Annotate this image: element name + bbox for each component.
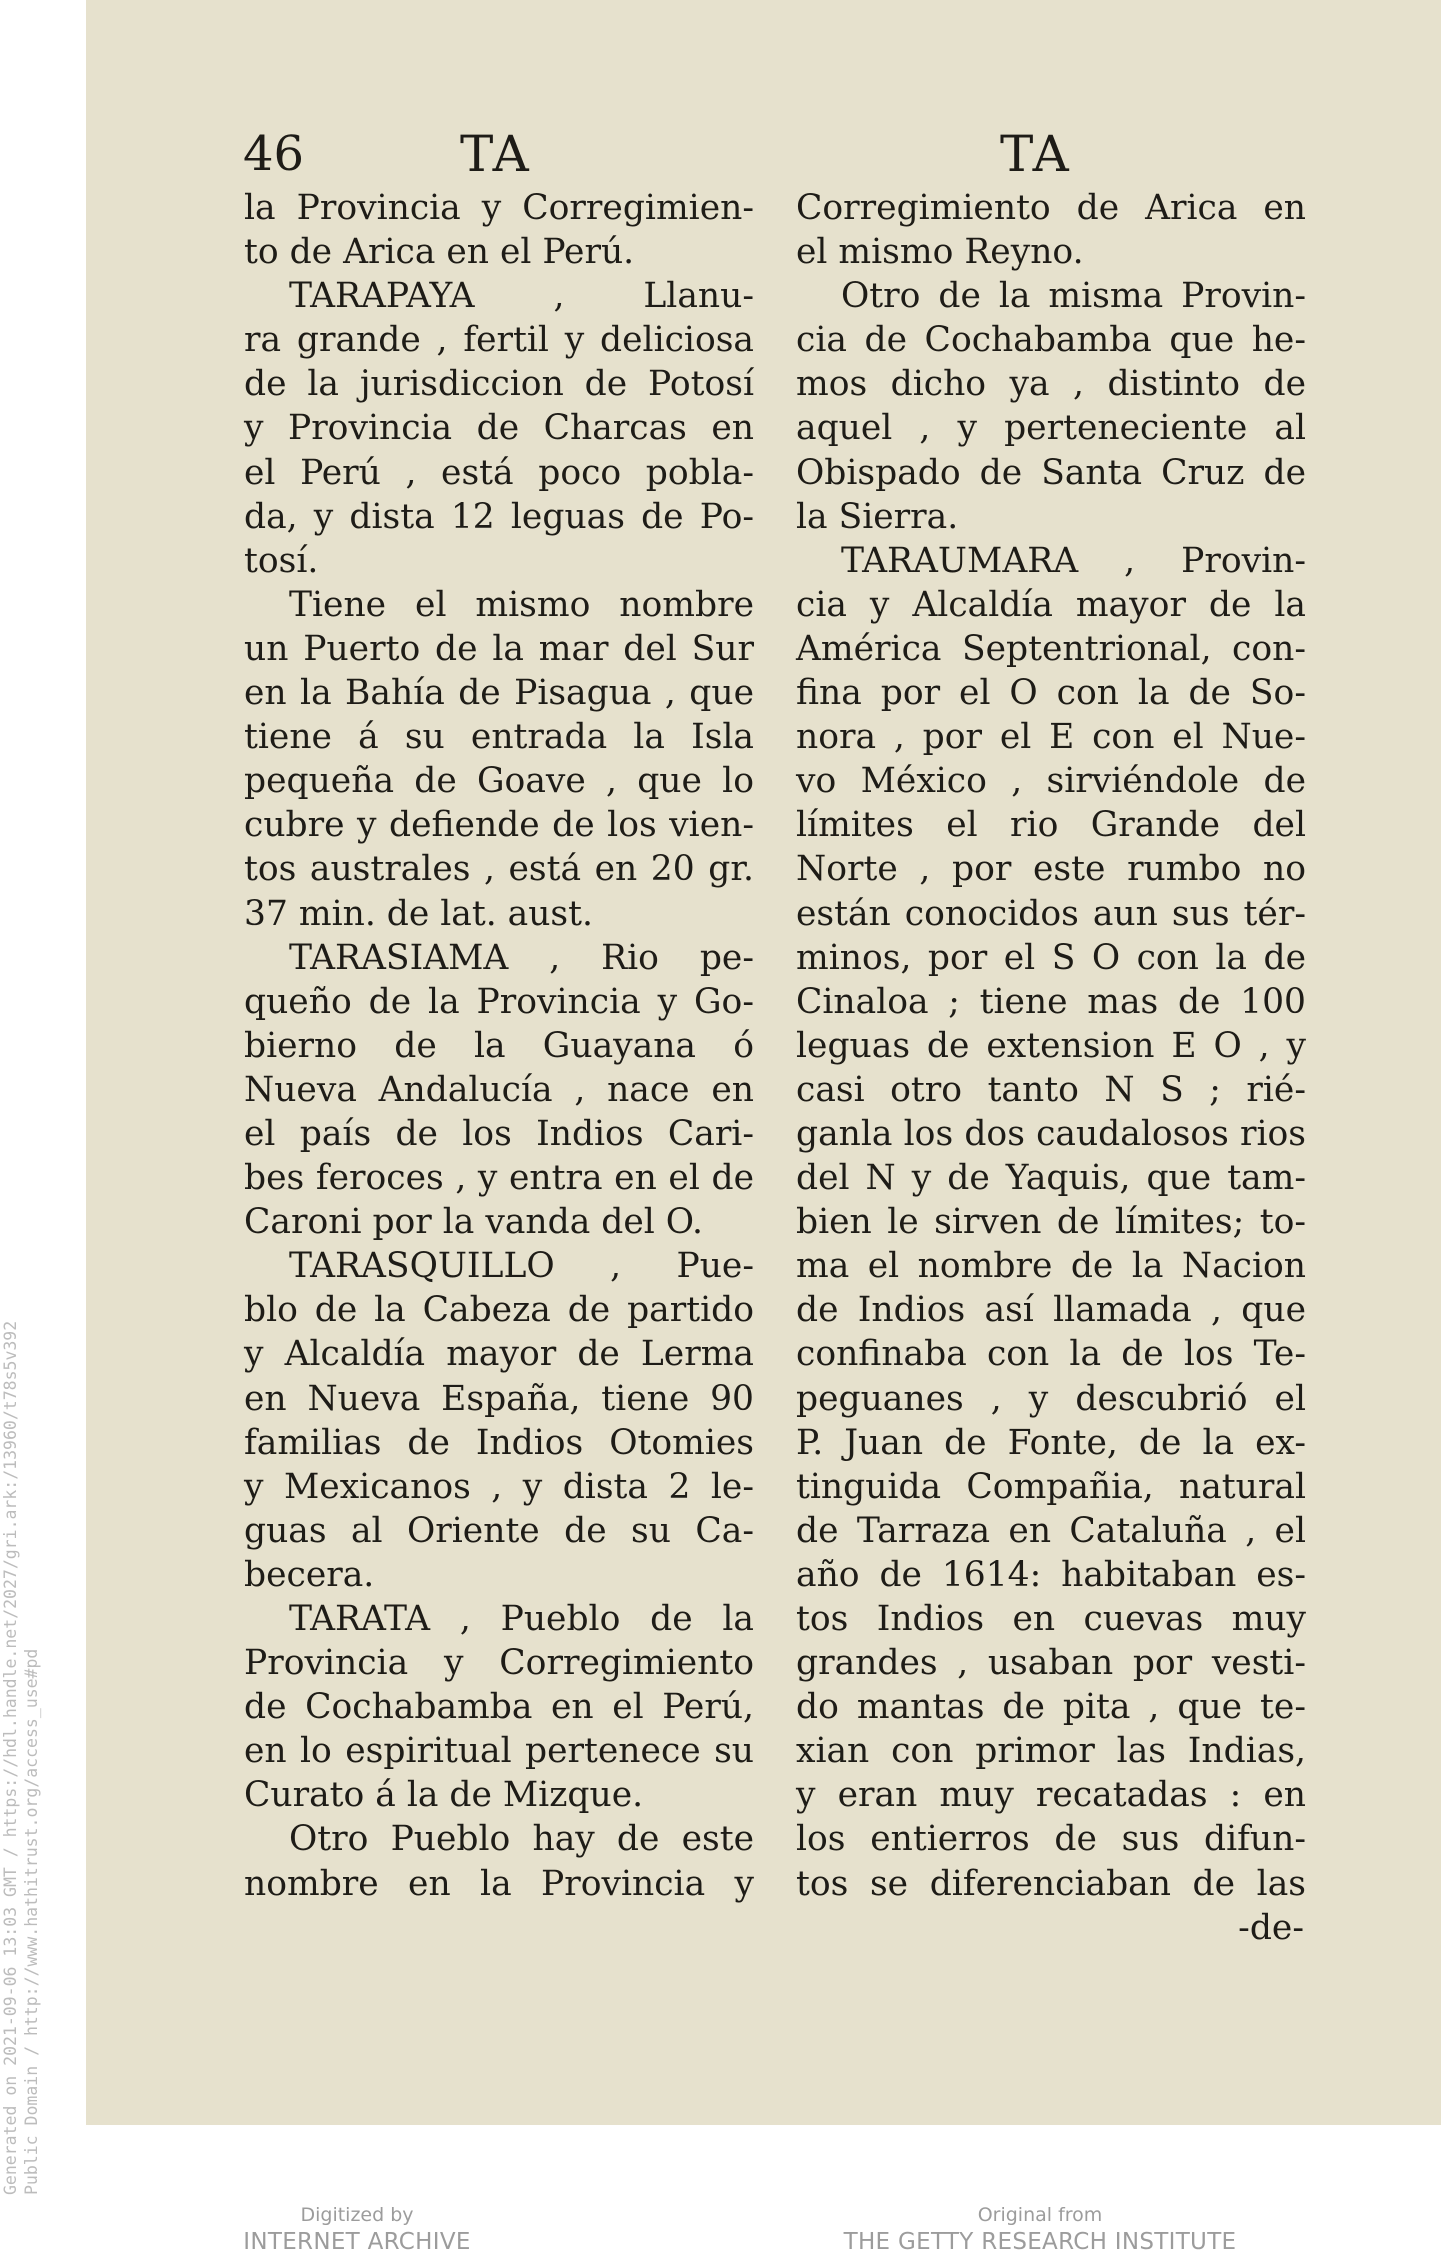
text-line: familias de Indios Otomies <box>244 1422 754 1463</box>
text-line: un Puerto de la mar del Sur <box>244 628 754 669</box>
text-line: están conocidos aun sus tér- <box>796 893 1306 934</box>
text-line: blo de la Cabeza de partido <box>244 1290 754 1331</box>
text-column-left <box>244 186 754 1906</box>
text-line: cia de Cochabamba que he- <box>796 320 1306 361</box>
text-line: el país de los Indios Cari- <box>244 1113 754 1154</box>
text-line: tinguida Compañia, natural <box>796 1466 1306 1507</box>
text-line: peguanes , y descubrió el <box>796 1378 1306 1419</box>
stamp-line-1: Generated on 2021-09-06 13:03 GMT / https://hdl.handle.net/2027/gri.ark:/13960/t78s5v392 <box>1 1320 20 2195</box>
text-line: Norte , por este rumbo no <box>796 849 1306 890</box>
text-line: límites el rio Grande del <box>796 805 1306 846</box>
text-line: en lo espiritual pertenece su <box>244 1731 754 1772</box>
text-line: tos australes , está en 20 gr. <box>244 849 754 890</box>
text-line: Corregimiento de Arica en <box>796 188 1306 228</box>
text-line: Caroni por la vanda del O. <box>244 1202 703 1243</box>
text-line: el Perú , está poco pobla- <box>244 452 754 493</box>
text-line: vo México , sirviéndole de <box>796 761 1306 802</box>
text-line: da, y dista 12 leguas de Po- <box>244 496 754 537</box>
text-line: bien le sirven de límites; to- <box>796 1202 1306 1243</box>
text-line: mos dicho ya , distinto de <box>796 364 1306 405</box>
text-line: cubre y defiende de los vien- <box>244 805 754 846</box>
text-line: de Indios así llamada , que <box>796 1290 1306 1331</box>
text-line: do mantas de pita , que te- <box>796 1687 1306 1728</box>
text-line: la Sierra. <box>796 496 959 537</box>
text-line: el mismo Reyno. <box>796 232 1084 273</box>
text-line: TARASIAMA , Rio pe- <box>289 937 754 978</box>
text-line: becera. <box>244 1554 375 1595</box>
text-line: leguas de extension E O , y <box>796 1025 1306 1066</box>
text-line: Cinaloa ; tiene mas de 100 <box>796 981 1306 1022</box>
text-line: ma el nombre de la Nacion <box>796 1246 1306 1287</box>
text-line: tos Indios en cuevas muy <box>796 1599 1306 1639</box>
running-head-left: TA <box>460 125 531 183</box>
hathitrust-generation-stamp <box>0 1095 86 2195</box>
text-line: ganla los dos caudalosos rios <box>796 1113 1306 1154</box>
text-line: Curato á la de Mizque. <box>244 1775 644 1816</box>
text-line: fina por el O con la de So- <box>796 673 1306 714</box>
running-head-right: TA <box>1000 125 1071 183</box>
text-line: TARAPAYA , Llanu- <box>289 276 754 317</box>
text-line: casi otro tanto N S ; rié- <box>796 1069 1306 1110</box>
text-line: to de Arica en el Perú. <box>244 232 635 273</box>
text-line: y Provincia de Charcas en <box>244 408 754 449</box>
text-line: bierno de la Guayana ó <box>244 1025 754 1066</box>
text-line: guas al Oriente de su Ca- <box>244 1510 754 1551</box>
text-line: América Septentrional, con- <box>796 628 1306 669</box>
text-line: los entierros de sus difun- <box>796 1819 1306 1860</box>
text-line: bes feroces , y entra en el de <box>244 1158 754 1199</box>
text-line: del N y de Yaquis, que tam- <box>796 1158 1306 1199</box>
text-line: grandes , usaban por vesti- <box>796 1643 1306 1684</box>
text-line: tosí. <box>244 540 319 581</box>
text-line: TARASQUILLO , Pue- <box>289 1246 754 1287</box>
page-number: 46 <box>243 126 305 182</box>
original-from-credit <box>790 2203 1290 2257</box>
digitized-by-credit <box>107 2203 607 2257</box>
text-line: P. Juan de Fonte, de la ex- <box>796 1422 1306 1463</box>
stamp-line-2: Public Domain / http://www.hathitrust.org/access_use#pd <box>22 1648 41 2195</box>
text-line: de Cochabamba en el Perú, <box>244 1687 754 1728</box>
digitized-by-label: Digitized by <box>300 2204 414 2226</box>
getty-research-institute-label: THE GETTY RESEARCH INSTITUTE <box>843 2229 1237 2255</box>
text-column-right <box>796 186 1306 1950</box>
text-line: pequeña de Goave , que lo <box>244 761 754 802</box>
internet-archive-label: INTERNET ARCHIVE <box>243 2229 471 2255</box>
text-line: nora , por el E con el Nue- <box>796 717 1306 758</box>
text-line: tiene á su entrada la Isla <box>244 717 754 758</box>
text-line: xian con primor las Indias, <box>796 1731 1306 1772</box>
text-line: confinaba con la de los Te- <box>796 1334 1306 1375</box>
text-line: minos, por el S O con la de <box>796 937 1306 978</box>
text-line: en Nueva España, tiene 90 <box>244 1378 754 1419</box>
text-line: Otro de la misma Provin- <box>841 276 1306 317</box>
text-line: TARATA , Pueblo de la <box>289 1599 754 1639</box>
text-line: ra grande , fertil y deliciosa <box>244 320 754 361</box>
text-line: TARAUMARA , Provin- <box>841 540 1306 581</box>
text-line: Nueva Andalucía , nace en <box>244 1069 754 1110</box>
text-line: y Mexicanos , y dista 2 le- <box>244 1466 754 1507</box>
text-line: 37 min. de lat. aust. <box>244 893 593 934</box>
text-line: año de 1614: habitaban es- <box>796 1554 1306 1595</box>
catchword: -de- <box>1238 1907 1304 1948</box>
text-line: Otro Pueblo hay de este <box>289 1819 754 1860</box>
text-line: en la Bahía de Pisagua , que <box>244 673 754 714</box>
text-line: aquel , y perteneciente al <box>796 408 1306 449</box>
text-line: nombre en la Provincia y <box>244 1863 754 1904</box>
text-line: Tiene el mismo nombre <box>289 584 754 625</box>
text-line: Obispado de Santa Cruz de <box>796 452 1306 493</box>
text-line: de Tarraza en Cataluña , el <box>796 1510 1306 1551</box>
text-line: cia y Alcaldía mayor de la <box>796 584 1306 625</box>
text-line: queño de la Provincia y Go- <box>244 981 754 1022</box>
text-line: la Provincia y Corregimien- <box>244 188 754 228</box>
text-line: y Alcaldía mayor de Lerma <box>244 1334 754 1375</box>
text-line: tos se diferenciaban de las <box>796 1863 1306 1904</box>
text-line: de la jurisdiccion de Potosí <box>244 364 754 405</box>
text-line: Provincia y Corregimiento <box>244 1643 754 1684</box>
text-line: y eran muy recatadas : en <box>796 1775 1306 1816</box>
original-from-label: Original from <box>977 2204 1103 2226</box>
